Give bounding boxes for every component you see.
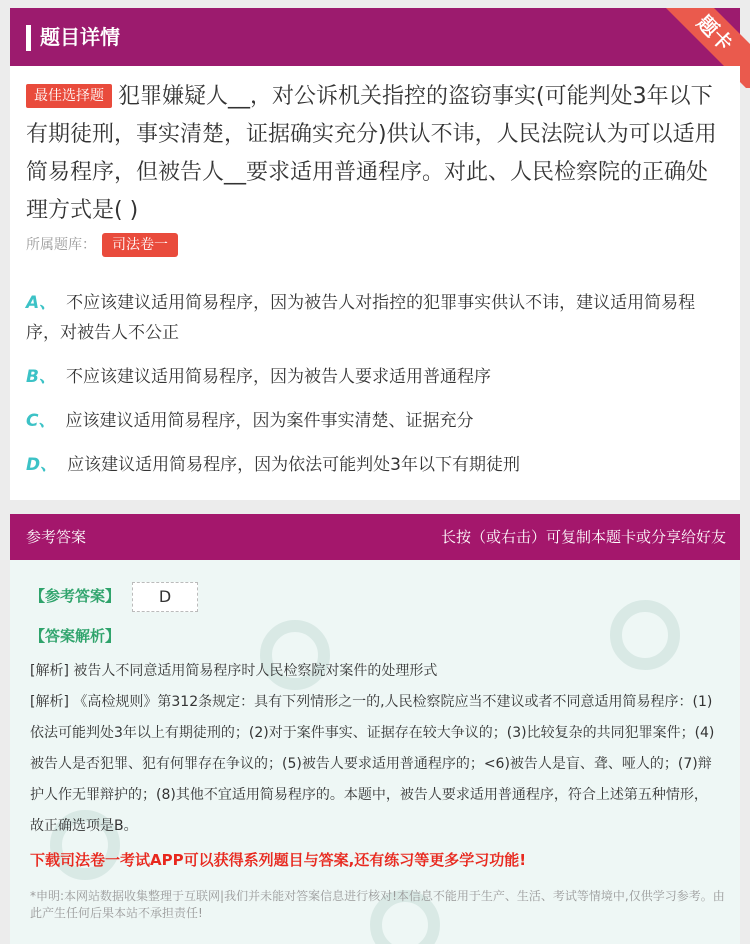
disclaimer: *申明:本网站数据收集整理于互联网|我们并未能对答案信息进行核对!本信息不能用于生产、生活、考试等情境中,仅供学习参考。由此产生任何后果本站不承担责任! — [30, 889, 725, 920]
header-accent-bar — [26, 25, 31, 51]
option-key: A、 — [26, 293, 57, 313]
source-label: 所属题库： — [26, 237, 96, 253]
question-source — [26, 232, 178, 258]
app-download-promo[interactable]: 下载司法卷一考试APP可以获得系列题目与答案,还有练习等更多学习功能! — [30, 851, 527, 869]
question-text-block — [26, 78, 726, 230]
option-text: 不应该建议适用简易程序，因为被告人要求适用普通程序 — [65, 367, 491, 387]
answer-section-title: 参考答案 — [26, 528, 87, 546]
answer-section-body — [10, 560, 740, 944]
option-d[interactable] — [26, 450, 726, 480]
answer-value: D — [132, 582, 198, 612]
analysis-line: [解析] 《高检规则》第312条规定：具有下列情形之一的,人民检察院应当不建议或者不同意适用简易程序：(1)依法可能判处3年以上有期徒刑的；(2)对于案件事实、证据存在较大争议的；(3)比较复杂的共同犯罪案件；(4)被告人是否犯罪、犯有何罪存在争议的；(5)被告人要求适用普通程序的；<6)被告人是盲、聋、哑人的；(7)辩护人作无罪辩护的；(8)其他不宜适用简易程序的。本题中，被告人要求适用普通程序，符合上述第五种情形，故正确选项是B。 — [30, 694, 715, 834]
option-c[interactable] — [26, 406, 726, 436]
option-key: D、 — [26, 455, 58, 475]
analysis-text — [30, 656, 720, 842]
question-card — [10, 66, 740, 500]
options-list — [26, 288, 726, 494]
page-header — [10, 8, 740, 66]
answer-label: 【参考答案】 — [30, 587, 121, 605]
option-text: 应该建议适用简易程序，因为依法可能判处3年以下有期徒刑 — [67, 455, 520, 475]
source-badge[interactable]: 司法卷一 — [102, 233, 178, 257]
option-b[interactable] — [26, 362, 726, 392]
corner-ribbon[interactable]: 题卡 — [657, 8, 750, 88]
option-key: C、 — [26, 411, 56, 431]
analysis-label: 【答案解析】 — [30, 627, 121, 645]
page-title: 题目详情 — [40, 25, 120, 49]
question-text: 犯罪嫌疑人__，对公诉机关指控的盗窃事实(可能判处3年以下有期徒刑，事实清楚，证据确实充分)供认不讳，人民法院认为可以适用简易程序，但被告人__要求适用普通程序。对此、人民检察院的正确处理方式是( ) — [26, 84, 717, 223]
share-hint: 长按（或右击）可复制本题卡或分享给好友 — [440, 528, 726, 546]
analysis-line: [解析] 被告人不同意适用简易程序时人民检察院对案件的处理形式 — [30, 663, 438, 679]
question-type-badge: 最佳选择题 — [26, 84, 112, 108]
option-key: B、 — [26, 367, 56, 387]
option-a[interactable] — [26, 288, 726, 348]
option-text: 不应该建议适用简易程序，因为被告人对指控的犯罪事实供认不讳，建议适用简易程序，对被告人不公正 — [26, 293, 696, 343]
answer-section-header — [10, 514, 740, 560]
option-text: 应该建议适用简易程序，因为案件事实清楚、证据充分 — [65, 411, 474, 431]
